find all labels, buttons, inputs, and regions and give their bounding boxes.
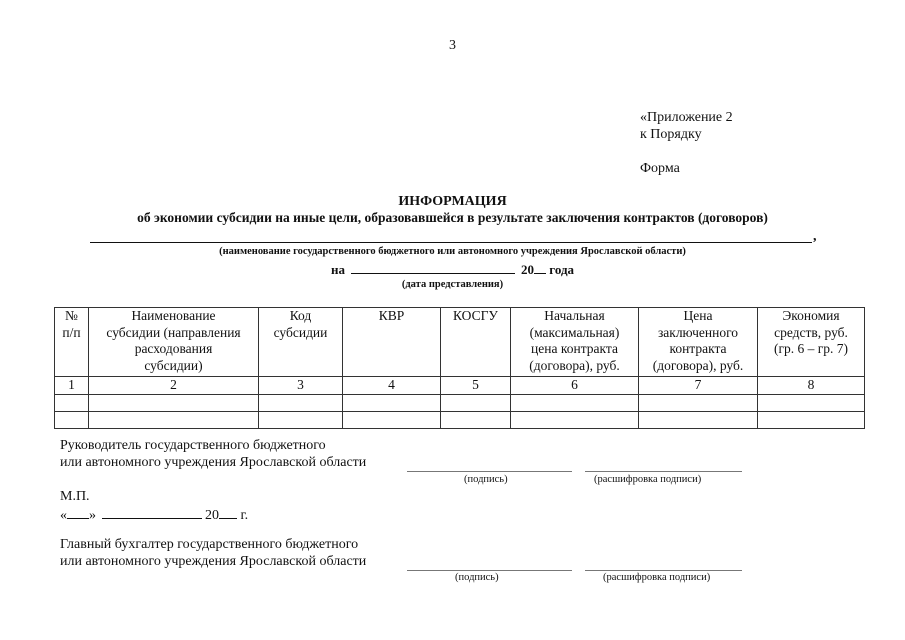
accountant-title-block [60,536,366,570]
table-cell[interactable] [89,411,259,428]
date-year-prefix: 20 [520,262,534,277]
table-cell[interactable] [511,411,639,428]
table-cell[interactable] [89,394,259,411]
header-cell: Цена заключенного контракта (договора), руб. [639,308,758,377]
institution-name-comma: , [813,229,817,244]
header-cell: Экономия средств, руб. (гр. 6 – гр. 7) [758,308,865,377]
annex-line-2: к Порядку [640,127,702,142]
institution-name-caption: (наименование государственного бюджетного или автономного учреждения Ярославской области) [219,246,686,257]
table-header-row [55,308,865,377]
savings-table [54,307,865,429]
report-date-row [0,261,905,278]
table-row [55,394,865,411]
table-cell[interactable] [259,411,343,428]
header-cell: КОСГУ [441,308,511,377]
accountant-decoding-field[interactable] [585,569,742,571]
accountant-title-line-2: или автономного учреждения Ярославской области [60,554,367,569]
accountant-signature-field[interactable] [407,569,572,571]
annex-reference [640,109,733,143]
table-cell[interactable] [55,394,89,411]
table-cell[interactable] [343,411,441,428]
accountant-decoding-caption: (расшифровка подписи) [603,572,711,583]
column-number: 5 [441,377,511,395]
head-signature-caption: (подпись) [464,474,508,485]
table-cell[interactable] [758,411,865,428]
institution-name-field[interactable] [90,226,812,243]
table-cell[interactable] [639,411,758,428]
table-row [55,411,865,428]
accountant-title-line-1: Главный бухгалтер государственного бюджетного [60,537,359,552]
table-cell[interactable] [259,394,343,411]
accountant-signature-caption: (подпись) [455,572,499,583]
header-cell: КВР [343,308,441,377]
head-decoding-caption: (расшифровка подписи) [594,474,702,485]
table-cell[interactable] [639,394,758,411]
page-number: 3 [449,38,456,53]
document-title: ИНФОРМАЦИЯ [398,194,507,209]
head-title-block [60,437,366,471]
report-date-caption: (дата представления) [401,279,504,290]
table-cell[interactable] [55,411,89,428]
header-cell: Начальная (максимальная) цена контракта (договора), руб. [511,308,639,377]
column-number: 8 [758,377,865,395]
form-label: Форма [640,161,680,176]
date-prefix: на [330,262,345,277]
report-year-field[interactable] [534,261,546,274]
document-subtitle: об экономии субсидии на иные цели, образовавшейся в результате заключения контрактов (договоров) [137,210,768,225]
table-cell[interactable] [441,394,511,411]
table-cell[interactable] [758,394,865,411]
header-cell: Код субсидии [259,308,343,377]
head-title-line-1: Руководитель государственного бюджетного [60,438,326,453]
header-cell: № п/п [55,308,89,377]
column-number: 1 [55,377,89,395]
column-number: 2 [89,377,259,395]
column-number: 3 [259,377,343,395]
date-suffix: года [549,262,575,277]
column-number: 6 [511,377,639,395]
column-number-row [55,377,865,395]
annex-line-1: «Приложение 2 [640,110,733,125]
stamp-label: М.П. [60,489,90,504]
head-title-line-2: или автономного учреждения Ярославской области [60,455,367,470]
signing-date-row: « » 20 г. [60,508,249,523]
report-date-field[interactable] [351,261,515,274]
head-signature-field[interactable] [407,470,572,472]
table-cell[interactable] [511,394,639,411]
column-number: 7 [639,377,758,395]
column-number: 4 [343,377,441,395]
signing-year-field[interactable] [219,506,237,519]
head-decoding-field[interactable] [585,470,742,472]
header-cell: Наименование субсидии (направления расходования субсидии) [89,308,259,377]
table-cell[interactable] [441,411,511,428]
signing-day-field[interactable] [67,506,89,519]
table-cell[interactable] [343,394,441,411]
signing-month-field[interactable] [102,506,202,519]
